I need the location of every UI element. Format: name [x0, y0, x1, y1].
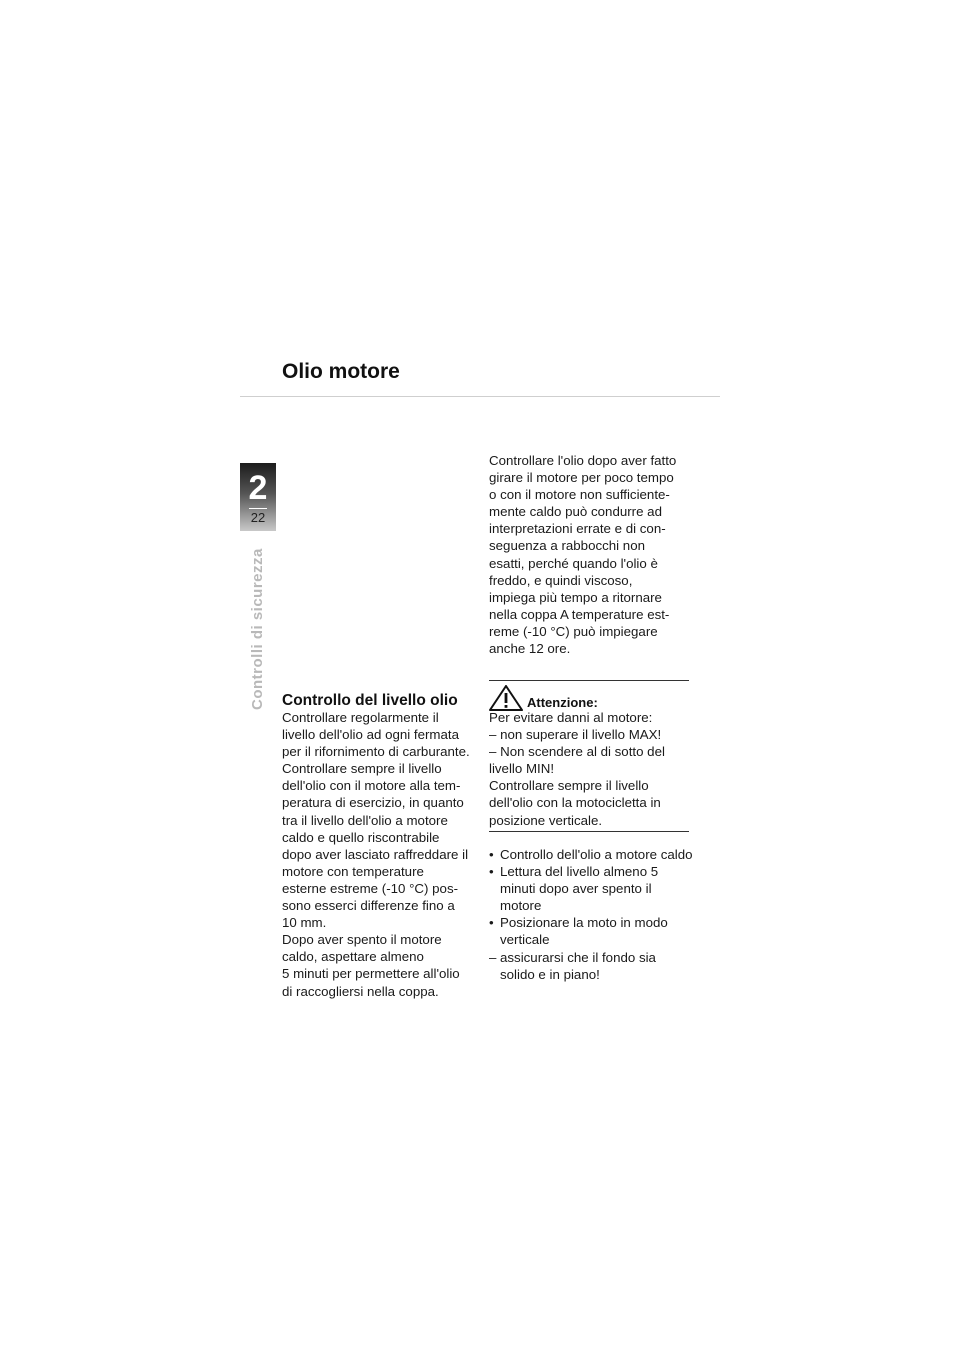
warning-triangle-icon — [489, 685, 523, 716]
side-label — [249, 548, 269, 880]
chapter-number: 2 — [248, 469, 268, 507]
side-label-text: Controlli di sicurezza — [249, 548, 266, 710]
page-title: Olio motore — [282, 360, 400, 383]
steps-list — [489, 846, 694, 983]
list-marker: • — [489, 847, 494, 862]
list-marker: • — [489, 864, 494, 880]
left-body-text: Controllare regolarmente il livello dell'olio ad ogni fermata per il rifornimento di carburante. Controllare sempre il livello dell'olio con il motore alla tem- peratura di esercizio, in quanto tra il livello dell'olio a motore caldo e quello riscontrabile dopo aver lasciato raffreddare il motore con temperature esterne estreme (-10 °C) pos- sono esserci differenze fino a 10 mm. Dopo aver spento il motore caldo, aspettare almeno 5 minuti per permettere all'olio di raccogliersi nella coppa. — [282, 710, 470, 999]
warning-box — [489, 680, 689, 832]
list-item — [489, 846, 694, 863]
list-item-text: assicurarsi che il fondo sia solido e in piano! — [500, 949, 656, 982]
list-marker: – — [489, 949, 497, 965]
list-item — [489, 863, 694, 914]
list-item-text: Lettura del livello almeno 5 minuti dopo aver spento il motore — [500, 864, 659, 914]
title-divider — [240, 396, 720, 397]
warning-title: Attenzione: — [527, 695, 598, 710]
list-marker: • — [489, 915, 494, 931]
chapter-divider — [249, 508, 267, 509]
list-item — [489, 949, 694, 983]
warning-header — [489, 685, 689, 709]
section-heading: Controllo del livello olio — [282, 692, 458, 709]
page-number: 22 — [250, 510, 266, 525]
list-item — [489, 914, 694, 948]
warning-text: Per evitare danni al motore: – non superare il livello MAX! – Non scendere al di sotto del livello MIN! Controllare sempre il livello dell'olio con la motocicletta in posizione verticale. — [489, 710, 665, 828]
right-body-text: Controllare l'olio dopo aver fatto girare il motore per poco tempo o con il motore non sufficiente- mente caldo può condurre ad interpretazioni errate e di con- seguenza a rabbocchi non esatti, perché quando l'olio è freddo, e quindi viscoso, impiega più tempo a ritornare nella coppa A temperature est- reme (-10 °C) può impiegare anche 12 ore. — [489, 453, 677, 657]
chapter-tab — [240, 463, 276, 531]
list-item-text: Posizionare la moto in modo verticale — [500, 915, 668, 948]
left-column — [282, 692, 482, 1000]
list-item-text: Controllo dell'olio a motore caldo — [500, 847, 693, 862]
right-column — [489, 452, 689, 657]
